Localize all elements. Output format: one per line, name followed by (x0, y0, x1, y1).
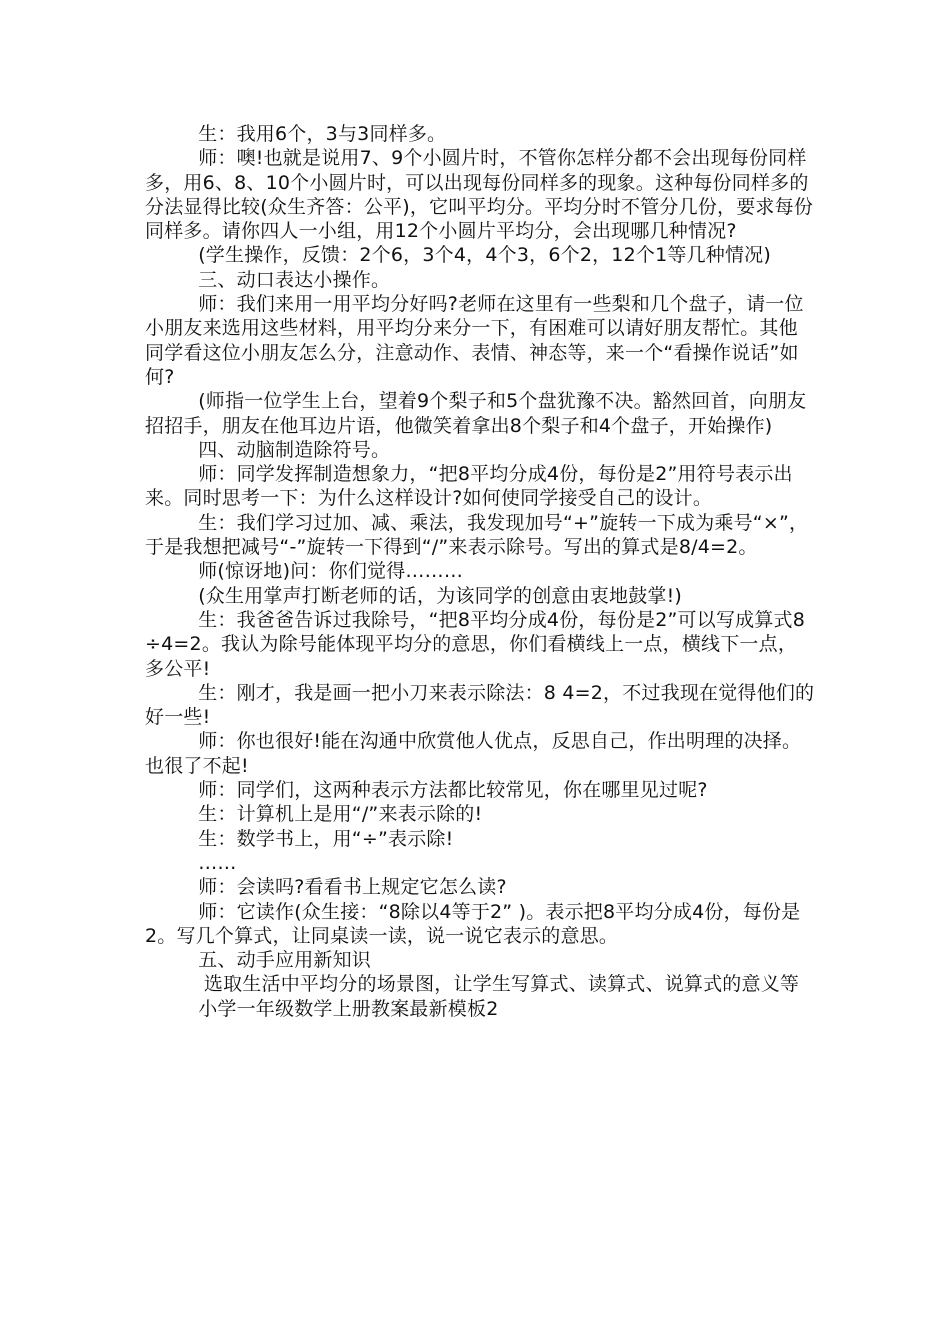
paragraph: 师：我们来用一用平均分好吗?老师在这里有一些梨和几个盘子，请一位小朋友来选用这些材料，用平均分来分一下，有困难可以请好朋友帮忙。其他同学看这位小朋友怎么分，注意动作、表情、神态等，来一个“看操作说话”如何? (145, 293, 804, 388)
paragraph: (学生操作，反馈：2个6，3个4，4个3，6个2，12个1等几种情况) (198, 244, 771, 267)
paragraph: 师：噢!也就是说用7、9个小圆片时，不管你怎样分都不会出现每份同样多，用6、8、10个小圆片时，可以出现每份同样多的现象。这种每份同样多的分法显得比较(众生齐答：公平)，它叫平均分。平均分时不管分几份，要求每份同样多。请你四人一小组，用12个小圆片平均分，会出现哪几种情况? (145, 147, 814, 243)
section-heading: 三、动口表达小操作。 (198, 268, 391, 291)
paragraph: 师(惊讶地)问：你们觉得……… (198, 560, 464, 583)
document-body (145, 122, 815, 1021)
paragraph: (师指一位学生上台，望着9个梨子和5个盘犹豫不决。豁然回首，向朋友招招手，朋友在他耳边片语，他微笑着拿出8个梨子和4个盘子，开始操作) (145, 390, 807, 437)
paragraph: 师：你也很好!能在沟通中欣赏他人优点，反思自己，作出明理的决择。也很了不起! (145, 730, 802, 777)
paragraph: 生：计算机上是用“/”来表示除的! (198, 803, 483, 826)
paragraph: 师：同学发挥制造想象力，“把8平均分成4份，每份是2”用符号表示出来。同时思考一下：为什么这样设计?如何使同学接受自己的设计。 (145, 463, 793, 510)
paragraph: 生：我们学习过加、减、乘法，我发现加号“+”旋转一下成为乘号“×”，于是我想把减号“-”旋转一下得到“/”来表示除号。写出的算式是8/4=2。 (145, 511, 809, 559)
paragraph: 生：数学书上，用“÷”表示除! (198, 827, 454, 850)
paragraph: 生：刚才，我是画一把小刀来表示除法：8 4=2，不过我现在觉得他们的好一些! (145, 681, 815, 729)
paragraph: 师：会读吗?看看书上规定它怎么读? (198, 876, 507, 899)
section-heading: 四、动脑制造除符号。 (198, 438, 391, 461)
paragraph: 师：同学们，这两种表示方法都比较常见，你在哪里见过呢? (198, 779, 708, 802)
paragraph: 师：它读作(众生接：“8除以4等于2” )。表示把8平均分成4份，每份是2。写几个算式，让同桌读一读，说一说它表示的意思。 (145, 900, 801, 947)
next-document-title: 小学一年级数学上册教案最新模板2 (198, 997, 499, 1020)
paragraph: (众生用掌声打断老师的话，为该同学的创意由衷地鼓掌!) (198, 584, 683, 607)
ellipsis-line: …… (198, 851, 237, 874)
section-heading: 五、动手应用新知识 (198, 949, 371, 972)
paragraph: 生：我用6个，3与3同样多。 (198, 123, 447, 145)
paragraph: 生：我爸爸告诉过我除号，“把8平均分成4份，每份是2”可以写成算式8÷4=2。我认为除号能体现平均分的意思，你们看横线上一点，横线下一点，多公平! (145, 608, 806, 680)
paragraph: 选取生活中平均分的场景图，让学生写算式、读算式、说算式的意义等 (203, 973, 800, 996)
